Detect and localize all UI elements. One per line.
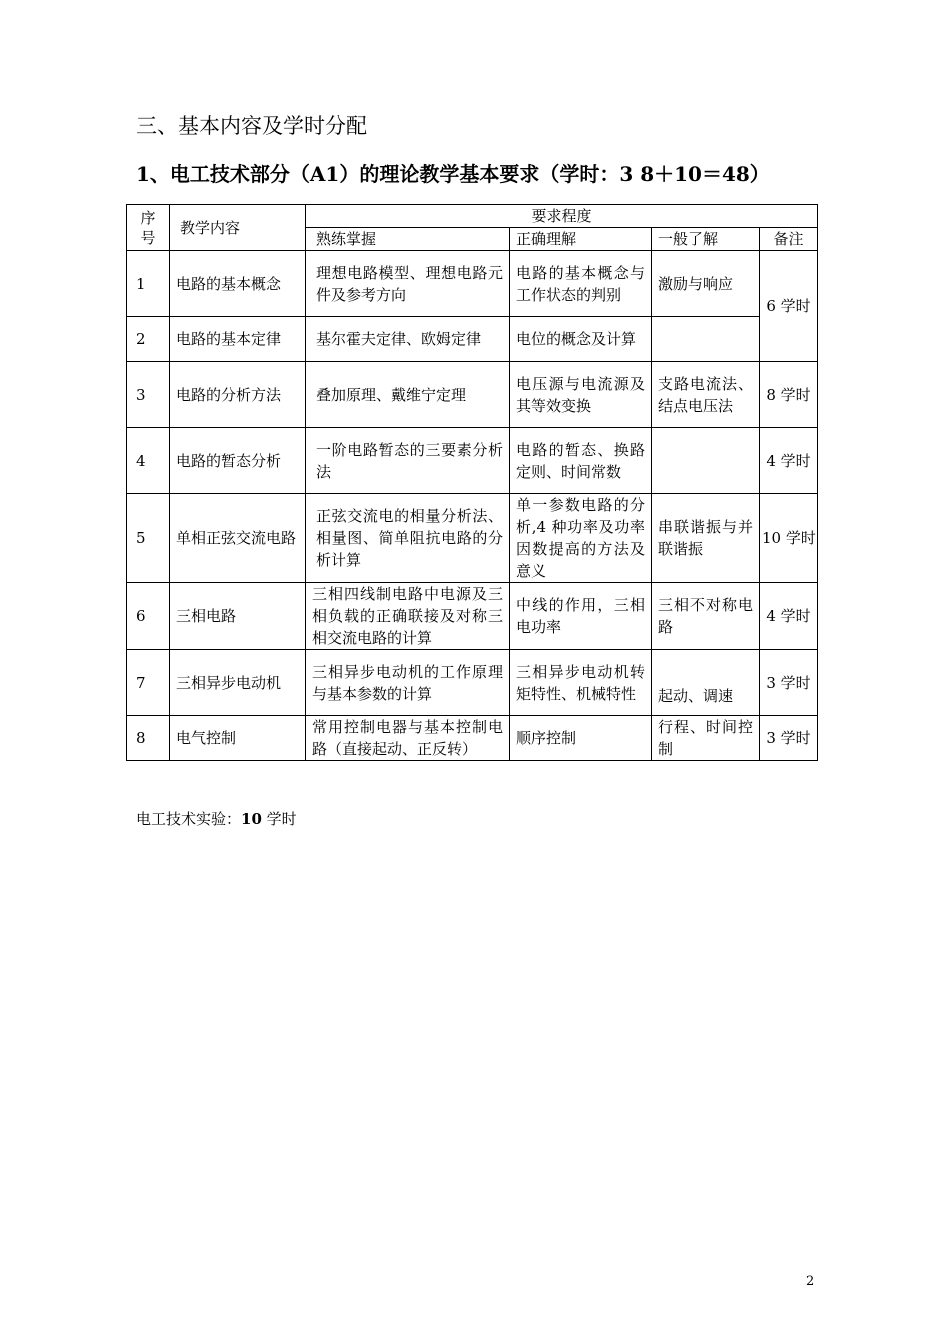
row-note: 3 学时	[760, 716, 818, 761]
row-master: 叠加原理、戴维宁定理	[306, 362, 510, 428]
row-understand: 电路的基本概念与工作状态的判别	[510, 251, 652, 317]
row-know: 行程、时间控制	[652, 716, 760, 761]
row-content: 三相异步电动机	[170, 650, 306, 716]
row-no: 2	[127, 317, 170, 362]
row-know	[652, 428, 760, 494]
row-know: 激励与响应	[652, 251, 760, 317]
row-note: 10 学时	[760, 494, 818, 583]
subsection-title: 1、电工技术部分（A1）的理论教学基本要求（学时：3 8＋10＝48）	[136, 162, 770, 186]
row-no: 1	[127, 251, 170, 317]
table-row	[127, 583, 818, 650]
table-row	[127, 428, 818, 494]
experiment-label: 电工技术实验：	[136, 810, 242, 828]
row-note: 8 学时	[760, 362, 818, 428]
table-row	[127, 716, 818, 761]
row-master: 三相异步电动机的工作原理与基本参数的计算	[306, 650, 510, 716]
row-know: 支路电流法、结点电压法	[652, 362, 760, 428]
row-no: 3	[127, 362, 170, 428]
table-row	[127, 362, 818, 428]
table-row	[127, 251, 818, 317]
row-no: 6	[127, 583, 170, 650]
row-understand: 单一参数电路的分析,4 种功率及功率因数提高的方法及意义	[510, 494, 652, 583]
table-row	[127, 317, 818, 362]
table-header-row	[127, 205, 818, 228]
table-row	[127, 650, 818, 716]
header-level: 要求程度	[306, 205, 818, 228]
row-understand: 电压源与电流源及其等效变换	[510, 362, 652, 428]
experiment-unit: 学时	[266, 810, 297, 828]
header-understand: 正确理解	[510, 228, 652, 251]
row-content: 电气控制	[170, 716, 306, 761]
row-content: 电路的基本定律	[170, 317, 306, 362]
row-no: 5	[127, 494, 170, 583]
row-know: 三相不对称电路	[652, 583, 760, 650]
row-understand: 电位的概念及计算	[510, 317, 652, 362]
row-master: 基尔霍夫定律、欧姆定律	[306, 317, 510, 362]
header-know: 一般了解	[652, 228, 760, 251]
row-note: 4 学时	[760, 583, 818, 650]
header-no: 序 号	[127, 205, 170, 251]
row-know: 起动、调速	[652, 650, 760, 716]
row-note: 4 学时	[760, 428, 818, 494]
row-content: 电路的分析方法	[170, 362, 306, 428]
row-content: 电路的基本概念	[170, 251, 306, 317]
page-number: 2	[806, 1274, 815, 1289]
row-note: 3 学时	[760, 650, 818, 716]
row-master: 常用控制电器与基本控制电路（直接起动、正反转）	[306, 716, 510, 761]
experiment-hours-value: 10	[241, 810, 262, 828]
header-master: 熟练掌握	[306, 228, 510, 251]
row-no: 7	[127, 650, 170, 716]
row-understand: 电路的暂态、换路定则、时间常数	[510, 428, 652, 494]
row-know	[652, 317, 760, 362]
row-master: 三相四线制电路中电源及三相负载的正确联接及对称三相交流电路的计算	[306, 583, 510, 650]
row-content: 电路的暂态分析	[170, 428, 306, 494]
row-no: 8	[127, 716, 170, 761]
row-know: 串联谐振与并联谐振	[652, 494, 760, 583]
row-master: 正弦交流电的相量分析法、相量图、简单阻抗电路的分析计算	[306, 494, 510, 583]
row-content: 单相正弦交流电路	[170, 494, 306, 583]
section-title: 三、基本内容及学时分配	[136, 114, 367, 138]
header-content: 教学内容	[170, 205, 306, 251]
table-row	[127, 494, 818, 583]
row-understand: 三相异步电动机转矩特性、机械特性	[510, 650, 652, 716]
row-no: 4	[127, 428, 170, 494]
row-understand: 顺序控制	[510, 716, 652, 761]
row-understand: 中线的作用，三相电功率	[510, 583, 652, 650]
row-master: 一阶电路暂态的三要素分析法	[306, 428, 510, 494]
experiment-hours	[136, 808, 297, 830]
row-content: 三相电路	[170, 583, 306, 650]
requirements-table	[126, 204, 818, 761]
row-master: 理想电路模型、理想电路元件及参考方向	[306, 251, 510, 317]
header-note: 备注	[760, 228, 818, 251]
row-note: 6 学时	[760, 251, 818, 362]
